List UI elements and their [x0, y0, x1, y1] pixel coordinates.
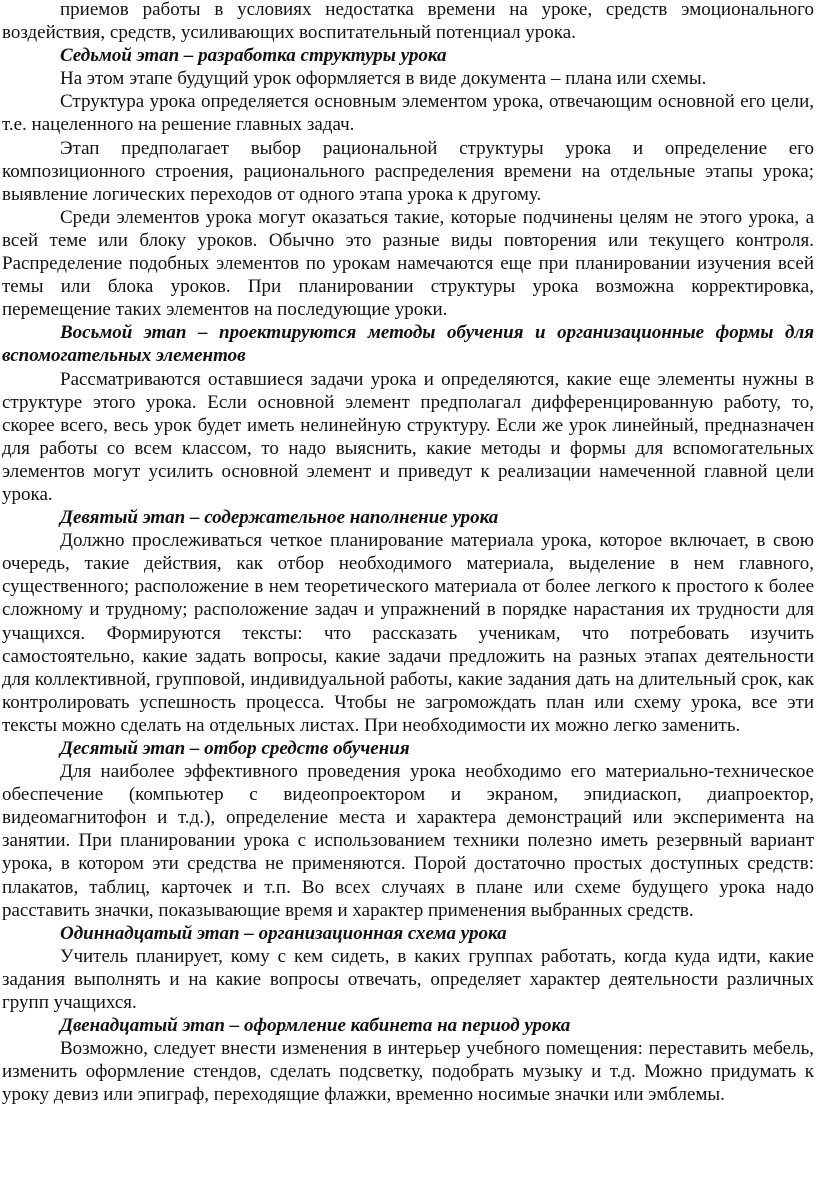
paragraph: Среди элементов урока могут оказаться такие, которые подчинены целям не этого урока, а всей теме или блоку уроков. Обычно это разные виды повторения или текущего контроля. Распределение подобных элементов по урокам намечаются еще при планировании изучения всей темы или блока уроков. При планировании структуры урока возможна корректировка, перемещение таких элементов на последующие уроки. — [2, 206, 814, 321]
section-heading-9: Девятый этап – содержательное наполнение урока — [60, 507, 499, 529]
section-heading-10: Десятый этап – отбор средств обучения — [60, 738, 410, 759]
section-heading-7: Седьмой этап – разработка структуры урока — [60, 45, 447, 67]
section-heading-11: Одиннадцатый этап – организационная схема урока — [60, 922, 507, 944]
paragraph: Рассматриваются оставшиеся задачи урока и определяются, какие еще элементы нужны в структуре этого урока. Если основной элемент предполагал дифференцированную работу, то, скорее всего, весь урок будет иметь нелинейную структуру. Если же урок линейный, предназначен для работы со всем классом, то надо выяснить, какие методы и формы для вспомогательных элементов могут усилить основной элемент и приведут к реализации намеченной главной цели урока. — [2, 368, 814, 505]
paragraph: Этап предполагает выбор рациональной структуры урока и определение его композиционного строения, рационального распределения времени на отдельные этапы урока; выявление логических переходов от одного этапа урока к другому. — [2, 137, 814, 205]
paragraph: приемов работы в условиях недостатка времени на уроке, средств эмоционального воздействия, средств, усиливающих воспитательный потенциал урока. — [2, 0, 814, 44]
paragraph: Должно прослеживаться четкое планирование материала урока, которое включает, в свою очередь, такие действия, как отбор необходимого материала, выделение в нем главного, существенного; расположение в нем теоретического материала от более легкого к простого к более сложному и трудному; расположение задач и упражнений в порядке нарастания их трудности для учащихся. Формируются тексты: что рассказать ученикам, что потребовать изучить самостоятельно, какие задать вопросы, какие задачи предложить на разных этапах деятельности для коллективной, групповой, индивидуальной работы, какие задания дать на длительный срок, как контролировать успешность процесса. Чтобы не загромождать план или схему урока, все эти тексты можно сделать на отдельных листах. При необходимости их можно легко заменить. — [2, 530, 814, 736]
paragraph: На этом этапе будущий урок оформляется в виде документа – плана или схемы. — [60, 68, 707, 90]
section-heading-8: Восьмой этап – проектируются методы обучения и организационные формы для вспомогательных элементов — [2, 322, 814, 367]
paragraph: Возможно, следует внести изменения в интерьер учебного помещения: переставить мебель, изменить оформление стендов, сделать подсветку, подобрать музыку и т.д. Можно придумать к уроку девиз или эпиграф, переходящие флажки, временно носимые значки или эмблемы. — [2, 1038, 814, 1106]
section-heading-12: Двенадцатый этап – оформление кабинета на период урока — [60, 1015, 571, 1037]
paragraph: Структура урока определяется основным элементом урока, отвечающим основной его цели, т.е. нацеленного на решение главных задач. — [2, 91, 814, 136]
paragraph: Для наиболее эффективного проведения урока необходимо его материально-техническое обеспечение (компьютер с видеопроектором и экраном, эпидиаскоп, диапроектор, видеомагнитофон и т.д.), определение места и характера демонстраций или эксперимента на занятии. При планировании урока с использованием техники полезно иметь резервный вариант урока, в котором эти средства не применяются. Порой достаточно простых доступных средств: плакатов, таблиц, карточек и т.п. Во всех случаях в плане или схеме будущего урока надо расставить значки, показывающие время и характер применения выбранных средств. — [2, 761, 814, 921]
paragraph: Учитель планирует, кому с кем сидеть, в каких группах работать, когда куда идти, какие задания выполнять и на какие вопросы отвечать, определяет характер деятельности различных групп учащихся. — [2, 945, 814, 1014]
